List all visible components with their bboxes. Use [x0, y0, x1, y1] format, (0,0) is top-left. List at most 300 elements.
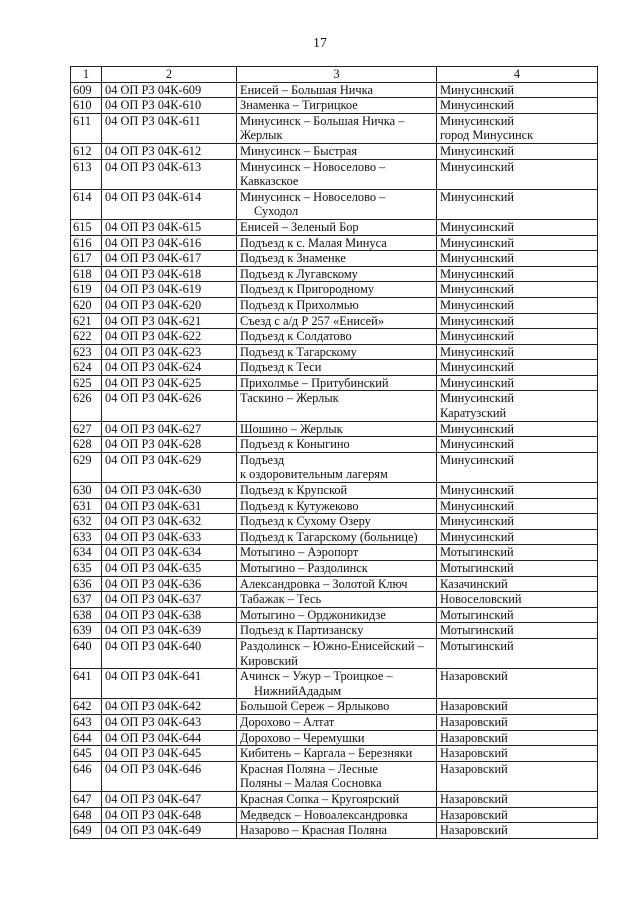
road-name-line: Мотыгино – Раздолинск [240, 561, 368, 575]
road-name-cell [237, 545, 437, 561]
district-line: Минусинский [440, 360, 515, 375]
row-number-cell: 633 [71, 529, 102, 545]
district-line: Минусинский [440, 483, 515, 498]
table-row [71, 391, 598, 421]
district-line: Назаровский [440, 746, 508, 761]
road-name-cell [237, 159, 437, 189]
road-name-line: Подъезд к Тагарскому (больнице) [240, 529, 418, 544]
district-line: Минусинский [440, 189, 515, 204]
row-number-cell: 632 [71, 514, 102, 530]
district-cell [437, 483, 598, 499]
road-code-cell: 04 ОП РЗ 04К-621 [102, 313, 237, 329]
road-name-line: Суходол [254, 204, 299, 219]
road-name-cell [237, 82, 437, 98]
row-number-cell: 636 [71, 576, 102, 592]
district-line: Мотыгинский [440, 638, 514, 653]
district-line: Назаровский [440, 823, 508, 838]
district-line: Минусинский [440, 219, 515, 234]
district-cell [437, 344, 598, 360]
row-number-cell: 642 [71, 699, 102, 715]
road-code-cell: 04 ОП РЗ 04К-622 [102, 329, 237, 345]
table-row [71, 638, 598, 668]
district-line: Назаровский [440, 699, 508, 714]
district-cell [437, 421, 598, 437]
road-code-cell: 04 ОП РЗ 04К-617 [102, 251, 237, 267]
road-name-cell [237, 437, 437, 453]
road-name-cell [237, 498, 437, 514]
district-line: Минусинский [440, 113, 515, 128]
row-number-cell: 640 [71, 638, 102, 668]
row-number-cell: 641 [71, 669, 102, 699]
district-line: Минусинский [440, 329, 515, 344]
road-name-line: Кировский [240, 653, 298, 668]
road-name-line: Мотыгино – Орджоникидзе [240, 607, 386, 622]
district-cell [437, 791, 598, 807]
row-number-cell: 624 [71, 360, 102, 376]
table-row [71, 791, 598, 807]
road-name-line: Дорохово – Черемушки [240, 730, 365, 745]
row-number-cell: 625 [71, 375, 102, 391]
row-number-cell: 615 [71, 219, 102, 235]
district-line: Мотыгинский [440, 607, 514, 622]
row-number-cell: 621 [71, 313, 102, 329]
district-cell [437, 607, 598, 623]
district-line: Минусинский [440, 514, 515, 529]
row-number-cell: 630 [71, 483, 102, 499]
row-number-cell: 620 [71, 297, 102, 313]
road-name-cell [237, 452, 437, 482]
district-line: город Минусинск [440, 128, 534, 143]
row-number-cell: 611 [71, 113, 102, 143]
road-name-line: Минусинск – Новоселово – [240, 189, 386, 204]
district-cell [437, 699, 598, 715]
row-number-cell: 623 [71, 344, 102, 360]
road-name-line: Табажак – Тесь [240, 592, 322, 607]
district-line: Минусинский [440, 251, 515, 266]
road-name-cell [237, 313, 437, 329]
table-row [71, 761, 598, 791]
road-code-cell: 04 ОП РЗ 04К-635 [102, 561, 237, 577]
district-cell [437, 82, 598, 98]
road-name-line: Красная Сопка – Кругоярский [240, 791, 400, 806]
table-row [71, 623, 598, 639]
table-row [71, 730, 598, 746]
row-number-cell: 614 [71, 189, 102, 219]
district-cell [437, 159, 598, 189]
district-cell [437, 545, 598, 561]
road-code-cell: 04 ОП РЗ 04К-648 [102, 807, 237, 823]
district-cell [437, 529, 598, 545]
row-number-cell: 631 [71, 498, 102, 514]
road-name-line: Дорохово – Алтат [240, 714, 335, 729]
road-code-cell: 04 ОП РЗ 04К-636 [102, 576, 237, 592]
table-header-row [71, 67, 598, 83]
table-row [71, 297, 598, 313]
district-line: Каратузский [440, 406, 507, 421]
district-line: Минусинский [440, 498, 515, 513]
road-name-cell [237, 699, 437, 715]
road-name-line: Медведск – Новоалександровка [240, 807, 408, 822]
road-name-line: Назарово – Красная Поляна [240, 823, 387, 838]
road-code-cell: 04 ОП РЗ 04К-630 [102, 483, 237, 499]
road-code-cell: 04 ОП РЗ 04К-619 [102, 282, 237, 298]
road-code-cell: 04 ОП РЗ 04К-644 [102, 730, 237, 746]
road-name-cell [237, 189, 437, 219]
district-line: Минусинский [440, 98, 515, 113]
road-name-cell [237, 297, 437, 313]
road-code-cell: 04 ОП РЗ 04К-641 [102, 669, 237, 699]
table-row [71, 452, 598, 482]
district-cell [437, 576, 598, 592]
row-number-cell: 616 [71, 235, 102, 251]
table-row [71, 514, 598, 530]
row-number-cell: 628 [71, 437, 102, 453]
road-name-line: Подъезд к Лугавскому [240, 266, 358, 281]
district-cell [437, 746, 598, 762]
road-code-cell: 04 ОП РЗ 04К-634 [102, 545, 237, 561]
table-row [71, 529, 598, 545]
row-number-cell: 626 [71, 391, 102, 421]
road-name-cell [237, 329, 437, 345]
road-name-cell [237, 746, 437, 762]
column-header: 1 [71, 67, 102, 83]
road-code-cell: 04 ОП РЗ 04К-615 [102, 219, 237, 235]
road-name-cell [237, 113, 437, 143]
table-row [71, 360, 598, 376]
road-code-cell: 04 ОП РЗ 04К-620 [102, 297, 237, 313]
district-cell [437, 219, 598, 235]
district-line: Новоселовский [440, 592, 522, 607]
road-name-line: Александровка – Золотой Ключ [240, 576, 408, 591]
road-code-cell: 04 ОП РЗ 04К-614 [102, 189, 237, 219]
row-number-cell: 629 [71, 452, 102, 482]
table-row [71, 219, 598, 235]
road-code-cell: 04 ОП РЗ 04К-639 [102, 623, 237, 639]
district-line: Назаровский [440, 730, 508, 745]
road-name-line: Ачинск – Ужур – Троицкое – [240, 669, 393, 684]
road-name-line: Поляны – Малая Сосновка [240, 776, 382, 791]
road-code-cell: 04 ОП РЗ 04К-637 [102, 592, 237, 608]
table-row [71, 607, 598, 623]
road-name-line: Прихолмье – Притубинский [240, 375, 389, 390]
road-name-cell [237, 344, 437, 360]
table-row [71, 714, 598, 730]
table-row [71, 282, 598, 298]
table-row [71, 251, 598, 267]
road-name-cell [237, 251, 437, 267]
road-code-cell: 04 ОП РЗ 04К-645 [102, 746, 237, 762]
road-name-cell [237, 421, 437, 437]
road-name-cell [237, 592, 437, 608]
row-number-cell: 617 [71, 251, 102, 267]
district-line: Минусинский [440, 266, 515, 281]
district-line: Минусинский [440, 391, 515, 406]
district-cell [437, 807, 598, 823]
page-number: 17 [313, 36, 327, 51]
district-cell [437, 498, 598, 514]
column-header: 3 [237, 67, 437, 83]
table-row [71, 344, 598, 360]
road-name-line: НижнийАдадым [254, 683, 342, 698]
road-name-line: Раздолинск – Южно-Енисейский – [240, 638, 424, 653]
road-code-cell: 04 ОП РЗ 04К-613 [102, 159, 237, 189]
district-cell [437, 514, 598, 530]
district-line: Назаровский [440, 669, 508, 684]
road-code-cell: 04 ОП РЗ 04К-632 [102, 514, 237, 530]
table-row [71, 561, 598, 577]
row-number-cell: 639 [71, 623, 102, 639]
road-name-cell [237, 669, 437, 699]
district-line: Назаровский [440, 714, 508, 729]
table-row [71, 576, 598, 592]
road-name-cell [237, 483, 437, 499]
road-name-line: Подъезд к Солдатово [240, 329, 352, 344]
road-name-line: Подъезд к Кутужеково [240, 498, 359, 513]
row-number-cell: 648 [71, 807, 102, 823]
table-row [71, 159, 598, 189]
row-number-cell: 634 [71, 545, 102, 561]
road-name-line: Минусинск – Большая Ничка – [240, 113, 405, 128]
district-line: Минусинский [440, 159, 515, 174]
road-name-line: Енисей – Зеленый Бор [240, 219, 359, 234]
road-name-line: Жерлык [240, 128, 283, 143]
table-row [71, 592, 598, 608]
district-cell [437, 360, 598, 376]
road-name-line: Подъезд к Коныгино [240, 437, 350, 452]
row-number-cell: 643 [71, 714, 102, 730]
table-row [71, 545, 598, 561]
road-code-cell: 04 ОП РЗ 04К-646 [102, 761, 237, 791]
row-number-cell: 638 [71, 607, 102, 623]
road-name-cell [237, 391, 437, 421]
row-number-cell: 627 [71, 421, 102, 437]
road-name-cell [237, 143, 437, 159]
district-cell [437, 714, 598, 730]
district-cell [437, 329, 598, 345]
road-code-cell: 04 ОП РЗ 04К-649 [102, 823, 237, 839]
row-number-cell: 618 [71, 266, 102, 282]
road-name-cell [237, 623, 437, 639]
table-row [71, 669, 598, 699]
road-code-cell: 04 ОП РЗ 04К-631 [102, 498, 237, 514]
road-name-line: к оздоровительным лагерям [240, 467, 388, 482]
row-number-cell: 619 [71, 282, 102, 298]
column-header: 2 [102, 67, 237, 83]
road-code-cell: 04 ОП РЗ 04К-618 [102, 266, 237, 282]
district-line: Казачинский [440, 576, 508, 591]
road-name-cell [237, 98, 437, 114]
row-number-cell: 635 [71, 561, 102, 577]
road-name-cell [237, 360, 437, 376]
table-row [71, 483, 598, 499]
table-row [71, 746, 598, 762]
column-header: 4 [437, 67, 598, 83]
district-line: Минусинский [440, 375, 515, 390]
table-row [71, 437, 598, 453]
table-row [71, 699, 598, 715]
road-code-cell: 04 ОП РЗ 04К-633 [102, 529, 237, 545]
table-row [71, 823, 598, 839]
district-line: Минусинский [440, 82, 515, 97]
road-name-line: Знаменка – Тигрицкое [240, 98, 358, 113]
road-name-cell [237, 576, 437, 592]
road-code-cell: 04 ОП РЗ 04К-638 [102, 607, 237, 623]
district-line: Минусинский [440, 421, 515, 436]
road-name-line: Шошино – Жерлык [240, 421, 343, 436]
road-name-line: Подъезд к Знаменке [240, 251, 346, 266]
road-name-cell [237, 638, 437, 668]
table-row [71, 421, 598, 437]
road-code-cell: 04 ОП РЗ 04К-628 [102, 437, 237, 453]
district-cell [437, 669, 598, 699]
table-row [71, 113, 598, 143]
district-line: Минусинский [440, 452, 515, 467]
road-name-cell [237, 529, 437, 545]
district-line: Мотыгинский [440, 561, 514, 575]
row-number-cell: 609 [71, 82, 102, 98]
row-number-cell: 637 [71, 592, 102, 608]
district-line: Минусинский [440, 235, 515, 250]
district-line: Назаровский [440, 761, 508, 776]
district-cell [437, 561, 598, 577]
district-line: Минусинский [440, 529, 515, 544]
district-cell [437, 113, 598, 143]
district-cell [437, 235, 598, 251]
road-name-cell [237, 514, 437, 530]
road-code-cell: 04 ОП РЗ 04К-642 [102, 699, 237, 715]
district-cell [437, 375, 598, 391]
road-name-line: Подъезд к Пригородному [240, 282, 375, 297]
road-name-cell [237, 235, 437, 251]
table-row [71, 266, 598, 282]
row-number-cell: 610 [71, 98, 102, 114]
road-name-cell [237, 761, 437, 791]
row-number-cell: 649 [71, 823, 102, 839]
road-code-cell: 04 ОП РЗ 04К-647 [102, 791, 237, 807]
district-cell [437, 452, 598, 482]
district-cell [437, 623, 598, 639]
road-name-line: Съезд с а/д Р 257 «Енисей» [240, 313, 385, 328]
road-code-cell: 04 ОП РЗ 04К-629 [102, 452, 237, 482]
table-row [71, 313, 598, 329]
district-cell [437, 98, 598, 114]
table-row [71, 329, 598, 345]
district-line: Минусинский [440, 344, 515, 359]
road-name-line: Подъезд к с. Малая Минуса [240, 235, 387, 250]
road-code-cell: 04 ОП РЗ 04К-623 [102, 344, 237, 360]
road-code-cell: 04 ОП РЗ 04К-640 [102, 638, 237, 668]
table-row [71, 498, 598, 514]
road-name-cell [237, 375, 437, 391]
district-line: Мотыгинский [440, 623, 514, 638]
roads-table [70, 66, 598, 839]
row-number-cell: 646 [71, 761, 102, 791]
district-line: Назаровский [440, 791, 508, 806]
district-cell [437, 189, 598, 219]
road-code-cell: 04 ОП РЗ 04К-612 [102, 143, 237, 159]
row-number-cell: 644 [71, 730, 102, 746]
row-number-cell: 645 [71, 746, 102, 762]
road-name-line: Кавказское [240, 174, 299, 189]
district-line: Минусинский [440, 282, 515, 297]
road-code-cell: 04 ОП РЗ 04К-626 [102, 391, 237, 421]
table-row [71, 98, 598, 114]
road-name-line: Минусинск – Быстрая [240, 143, 358, 158]
district-line: Мотыгинский [440, 545, 514, 560]
road-name-cell [237, 607, 437, 623]
road-code-cell: 04 ОП РЗ 04К-609 [102, 82, 237, 98]
district-cell [437, 730, 598, 746]
road-code-cell: 04 ОП РЗ 04К-643 [102, 714, 237, 730]
road-name-cell [237, 791, 437, 807]
row-number-cell: 622 [71, 329, 102, 345]
row-number-cell: 612 [71, 143, 102, 159]
road-name-cell [237, 807, 437, 823]
road-name-line: Большой Сереж – Ярлыково [240, 699, 390, 714]
district-cell [437, 592, 598, 608]
district-cell [437, 823, 598, 839]
road-name-line: Подъезд к Прихолмью [240, 297, 359, 312]
district-cell [437, 761, 598, 791]
table-row [71, 807, 598, 823]
road-name-line: Кибитень – Каргала – Березняки [240, 746, 413, 761]
table-row [71, 189, 598, 219]
road-code-cell: 04 ОП РЗ 04К-625 [102, 375, 237, 391]
road-name-cell [237, 266, 437, 282]
road-name-line: Подъезд к Теси [240, 360, 322, 375]
road-name-cell [237, 823, 437, 839]
district-line: Минусинский [440, 313, 515, 328]
district-cell [437, 251, 598, 267]
district-line: Минусинский [440, 297, 515, 312]
row-number-cell: 613 [71, 159, 102, 189]
road-name-line: Красная Поляна – Лесные [240, 761, 378, 776]
table-row [71, 235, 598, 251]
road-name-line: Минусинск – Новоселово – [240, 159, 386, 174]
road-code-cell: 04 ОП РЗ 04К-627 [102, 421, 237, 437]
table-row [71, 143, 598, 159]
road-name-line: Подъезд к Сухому Озеру [240, 514, 371, 529]
table-row [71, 375, 598, 391]
road-code-cell: 04 ОП РЗ 04К-624 [102, 360, 237, 376]
road-name-line: Енисей – Большая Ничка [240, 82, 373, 97]
road-code-cell: 04 ОП РЗ 04К-611 [102, 113, 237, 143]
table-row [71, 82, 598, 98]
road-name-cell [237, 730, 437, 746]
district-cell [437, 638, 598, 668]
road-code-cell: 04 ОП РЗ 04К-616 [102, 235, 237, 251]
road-name-cell [237, 219, 437, 235]
road-name-line: Подъезд к Крупской [240, 483, 348, 498]
road-name-cell [237, 561, 437, 577]
road-code-cell: 04 ОП РЗ 04К-610 [102, 98, 237, 114]
district-cell [437, 143, 598, 159]
district-cell [437, 437, 598, 453]
road-name-line: Мотыгино – Аэропорт [240, 545, 359, 560]
road-name-cell [237, 282, 437, 298]
district-cell [437, 282, 598, 298]
road-name-cell [237, 714, 437, 730]
road-name-line: Подъезд к Тагарскому [240, 344, 357, 359]
road-name-line: Подъезд [240, 452, 285, 467]
road-name-line: Подъезд к Партизанску [240, 623, 364, 638]
road-name-line: Таскино – Жерлык [240, 391, 339, 406]
district-cell [437, 391, 598, 421]
district-cell [437, 313, 598, 329]
district-cell [437, 266, 598, 282]
row-number-cell: 647 [71, 791, 102, 807]
district-line: Минусинский [440, 143, 515, 158]
